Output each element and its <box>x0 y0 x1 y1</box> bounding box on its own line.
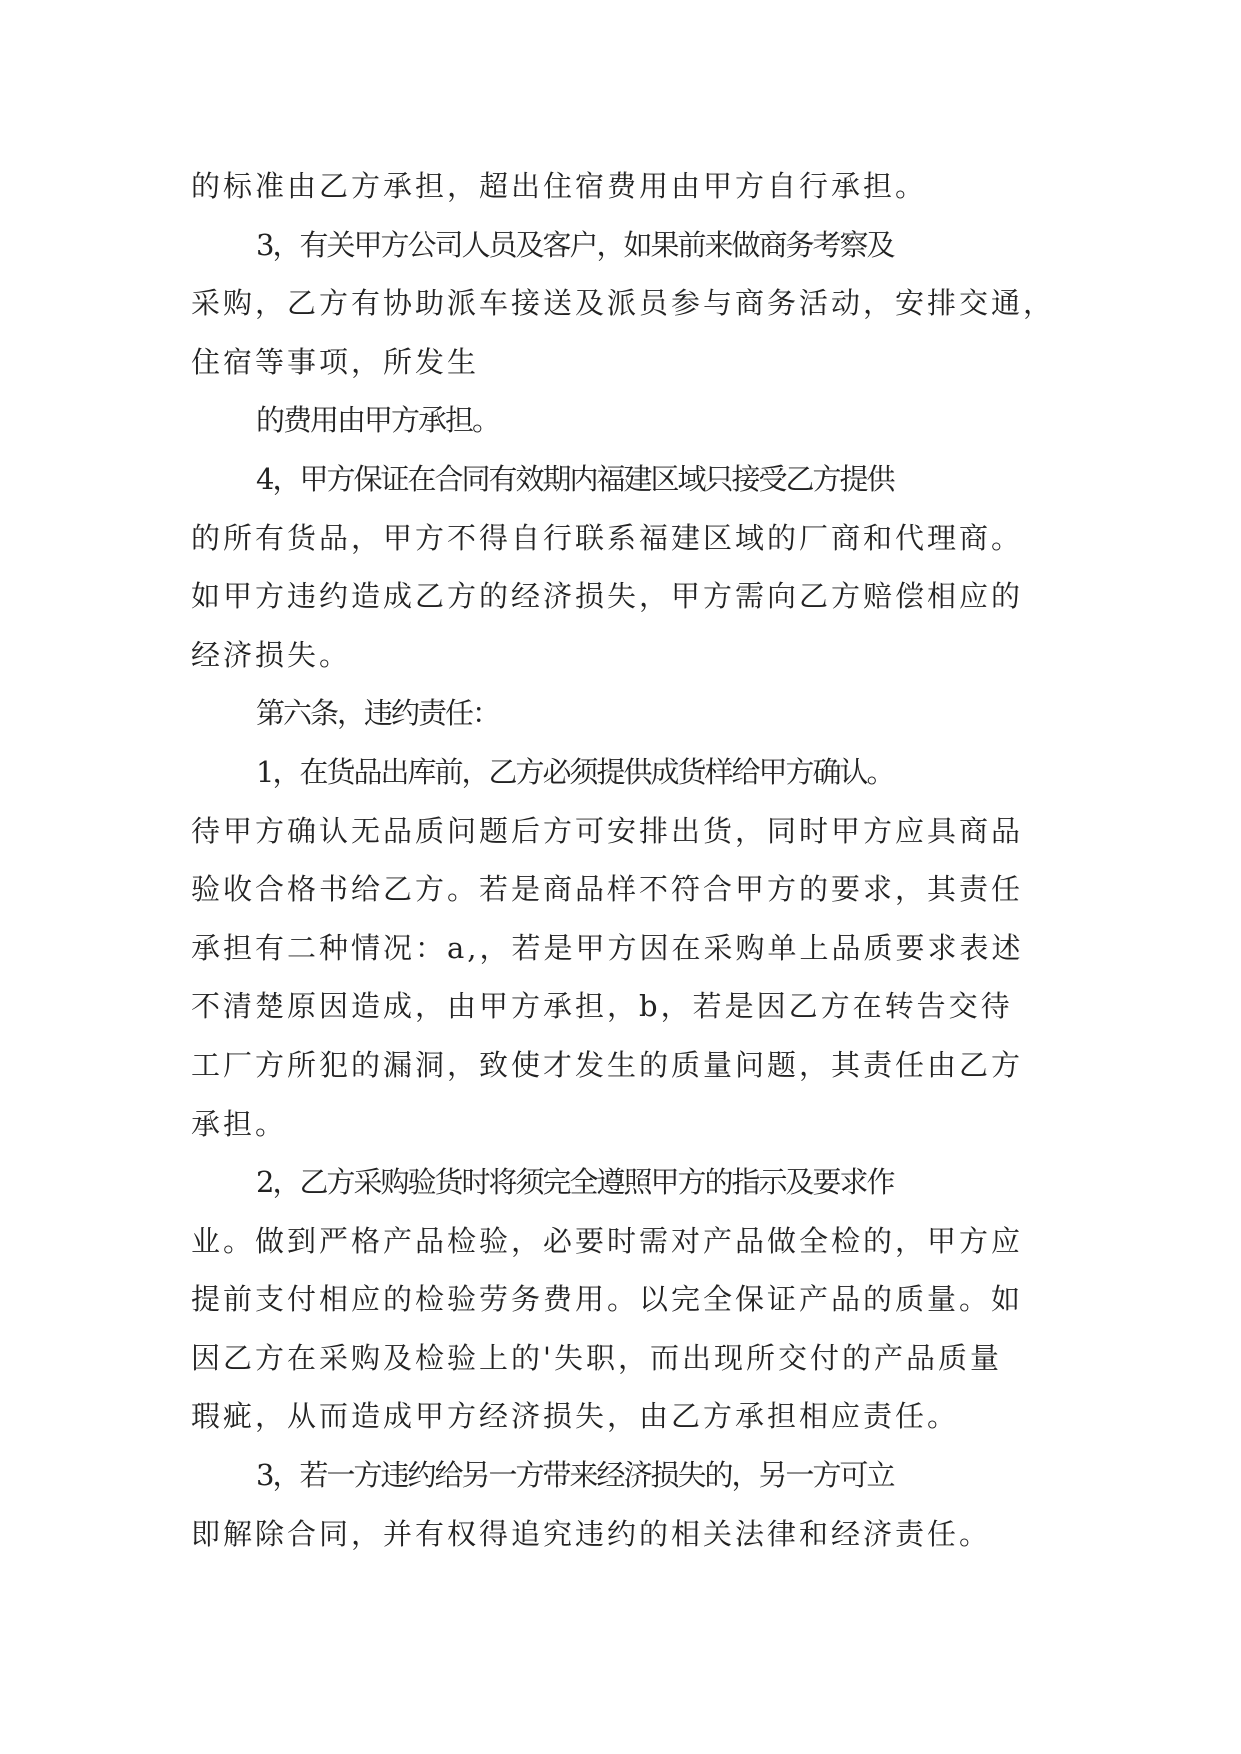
text-line: 1，在货品出库前，乙方必须提供成货样给甲方确认。 <box>256 754 894 789</box>
text-line: 验收合格书给乙方。若是商品样不符合甲方的要求，其责任 <box>191 872 1024 907</box>
text-line: 待甲方确认无品质问题后方可安排出货，同时甲方应具商品 <box>191 813 1024 848</box>
text-line: 因乙方在采购及检验上的'失职，而出现所交付的产品质量 <box>191 1340 1002 1375</box>
text-line: 承担有二种情况：a,，若是甲方因在采购单上品质要求表述 <box>191 930 1024 965</box>
text-line: 采购，乙方有协助派车接送及派员参与商务活动，安排交通， <box>191 286 1056 321</box>
text-line: 第六条，违约责任： <box>256 696 500 731</box>
text-line: 如甲方违约造成乙方的经济损失，甲方需向乙方赔偿相应的 <box>191 579 1024 614</box>
text-line: 工厂方所犯的漏洞，致使才发生的质量问题，其责任由乙方 <box>191 1047 1024 1082</box>
text-line: 的费用由甲方承担。 <box>256 403 500 438</box>
text-line: 瑕疵，从而造成甲方经济损失，由乙方承担相应责任。 <box>191 1399 960 1434</box>
text-line: 承担。 <box>191 1106 288 1141</box>
text-line: 3，有关甲方公司人员及客户，如果前来做商务考察及 <box>256 227 894 262</box>
text-line: 经济损失。 <box>191 637 352 672</box>
text-line: 业。做到严格产品检验，必要时需对产品做全检的，甲方应 <box>191 1223 1024 1258</box>
text-line: 3，若一方违约给另一方带来经济损失的，另一方可立 <box>256 1458 894 1493</box>
text-line: 4，甲方保证在合同有效期内福建区域只接受乙方提供 <box>256 461 894 496</box>
text-line: 2，乙方采购验货时将须完全遵照甲方的指示及要求作 <box>256 1165 894 1200</box>
text-line: 住宿等事项，所发生 <box>191 344 480 379</box>
text-line: 的所有货品，甲方不得自行联系福建区域的厂商和代理商。 <box>191 520 1024 555</box>
text-line: 不清楚原因造成，由甲方承担，b，若是因乙方在转告交待 <box>191 989 1013 1024</box>
text-line: 提前支付相应的检验劳务费用。以完全保证产品的质量。如 <box>191 1282 1024 1317</box>
text-line: 的标准由乙方承担，超出住宿费用由甲方自行承担。 <box>191 169 928 203</box>
text-line: 即解除合同，并有权得追究违约的相关法律和经济责任。 <box>191 1516 992 1551</box>
contract-body-text <box>191 157 1071 1563</box>
